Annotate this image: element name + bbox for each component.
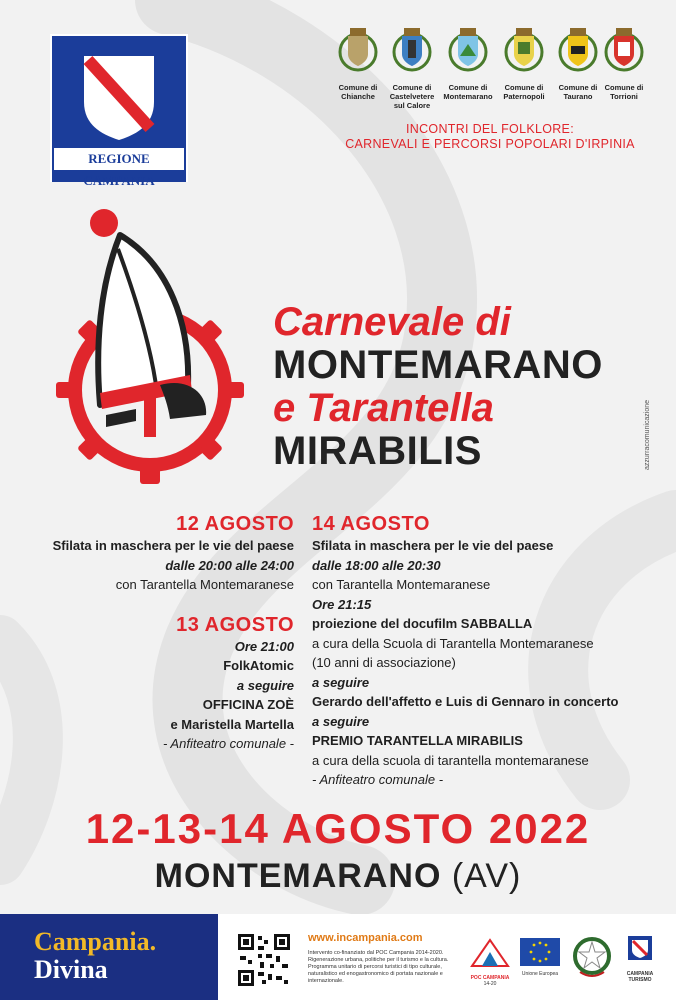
campania-divina-line1: Campania. (34, 927, 157, 956)
folklore-subtitle (330, 122, 650, 152)
day14-then2: a seguire (312, 713, 370, 729)
designer-credit: azzurracomunicazione (644, 399, 651, 470)
place-province: (AV) (451, 857, 522, 895)
day14-then1: a seguire (312, 674, 370, 690)
day13-act2: OFFICINA ZOÈ (202, 697, 294, 712)
eu-logo (520, 938, 560, 982)
day14-with: con Tarantella Montemaranese (312, 577, 491, 592)
campania-turismo-logo (620, 936, 660, 982)
crest-castelvetere (386, 26, 438, 110)
day14-concert: Gerardo dell'affetto e Luis di Gennaro in concerto (312, 694, 619, 709)
paternopoli-crest-icon (504, 26, 544, 72)
comune-prefix: Comune di (448, 83, 488, 92)
day14-prize-by: a cura della scuola di tarantella montemaranese (312, 752, 589, 768)
region-label: REGIONE CAMPANIA (83, 151, 155, 188)
comune-name: Chianche (341, 92, 375, 101)
dates-banner: 12-13-14 AGOSTO 2022 (85, 805, 591, 852)
comune-name: Torrioni (610, 92, 638, 101)
title-line3: e Tarantella (273, 386, 494, 430)
comune-name-cont: sul Calore (393, 101, 431, 110)
day12-date: 12 AGOSTO (176, 513, 294, 535)
comune-prefix: Comune di (558, 83, 598, 92)
crest-montemarano (442, 26, 494, 101)
taurano-crest-icon (558, 26, 598, 72)
day14-prize: PREMIO TARANTELLA MIRABILIS (312, 733, 523, 748)
day14-film-by: a cura della Scuola di Tarantella Montemaranese (312, 635, 594, 651)
comune-name: Montemarano (443, 92, 493, 101)
crest-torrioni (598, 26, 650, 101)
day13-date: 13 AGOSTO (176, 613, 294, 636)
day13-time: Ore 21:00 (234, 638, 294, 654)
place-town: MONTEMARANO (154, 857, 442, 895)
day13-venue: - Anfiteatro comunale - (162, 736, 294, 751)
comune-prefix: Comune di (504, 83, 544, 92)
day12-event: Sfilata in maschera per le vie del paese (52, 538, 294, 553)
program-left-column (20, 512, 294, 754)
title-line2: MONTEMARANO (273, 343, 603, 387)
eu-flag-icon (520, 938, 560, 966)
day13-act3: e Maristella Martella (170, 716, 294, 732)
crest-taurano (552, 26, 604, 101)
regione-campania-logo (50, 34, 188, 188)
title-line4: MIRABILIS (273, 429, 482, 473)
poc-label: POC CAMPANIA (470, 975, 510, 981)
campania-divina-line2: Divina (34, 955, 108, 984)
program-right-column (312, 512, 652, 790)
comune-prefix: Comune di (338, 83, 378, 92)
torrioni-crest-icon (604, 26, 644, 72)
poc-campania-icon (468, 934, 512, 970)
folklore-line2: CARNEVALI E PERCORSI POPOLARI D'IRPINIA (345, 137, 635, 151)
day14-date: 14 AGOSTO (312, 513, 430, 535)
website-link[interactable]: www.incampania.com (308, 932, 423, 944)
comune-name: Castelvetere (389, 92, 435, 101)
title-line1: Carnevale di (273, 300, 511, 344)
folklore-line1: INCONTRI DEL FOLKLORE: (406, 122, 574, 136)
day12-with: con Tarantella Montemaranese (115, 577, 294, 592)
day14-film: proiezione del docufilm SABBALLA (312, 616, 533, 631)
day14-time: dalle 18:00 alle 20:30 (312, 557, 441, 573)
chianche-crest-icon (338, 26, 378, 72)
qr-code-icon[interactable] (236, 932, 292, 988)
poc-years: 14-20 (483, 981, 497, 987)
poc-campania-logo (468, 934, 512, 987)
eu-label: Unione Europea (521, 971, 559, 977)
event-title (273, 300, 653, 472)
comune-prefix: Comune di (604, 83, 644, 92)
montemarano-crest-icon (448, 26, 488, 72)
day14-event: Sfilata in maschera per le vie del paese (312, 538, 554, 553)
comune-prefix: Comune di (392, 83, 432, 92)
campania-turismo-label: CAMPANIA TURISMO (626, 971, 654, 983)
comune-name: Taurano (563, 92, 593, 101)
day14-venue: - Anfiteatro comunale - (312, 772, 444, 787)
italian-republic-emblem-icon (572, 934, 612, 980)
day14-time2: Ore 21:15 (312, 596, 372, 612)
crest-chianche (332, 26, 384, 101)
funding-fine-print: Intervento co-finanziato dal POC Campania 2014-2020. Rigenerazione urbana, politiche per il turismo e la cultura. Programma unitario di percorsi turistici di tipo culturale, naturalistico ed enogastronomico di portata nazionale e internazionale. (308, 950, 449, 984)
place-banner (0, 856, 676, 896)
day14-film-note: (10 anni di associazione) (312, 655, 456, 670)
day12-time: dalle 20:00 alle 24:00 (165, 557, 294, 573)
carnevale-gear-hat-logo-icon (40, 205, 260, 485)
castelvetere-crest-icon (392, 26, 432, 72)
comuni-crests (330, 26, 650, 116)
day13-act1: FolkAtomic (223, 658, 294, 673)
day13-then: a seguire (236, 677, 294, 693)
crest-paternopoli (498, 26, 550, 101)
comune-name: Paternopoli (503, 92, 545, 101)
campania-turismo-icon (620, 936, 660, 966)
